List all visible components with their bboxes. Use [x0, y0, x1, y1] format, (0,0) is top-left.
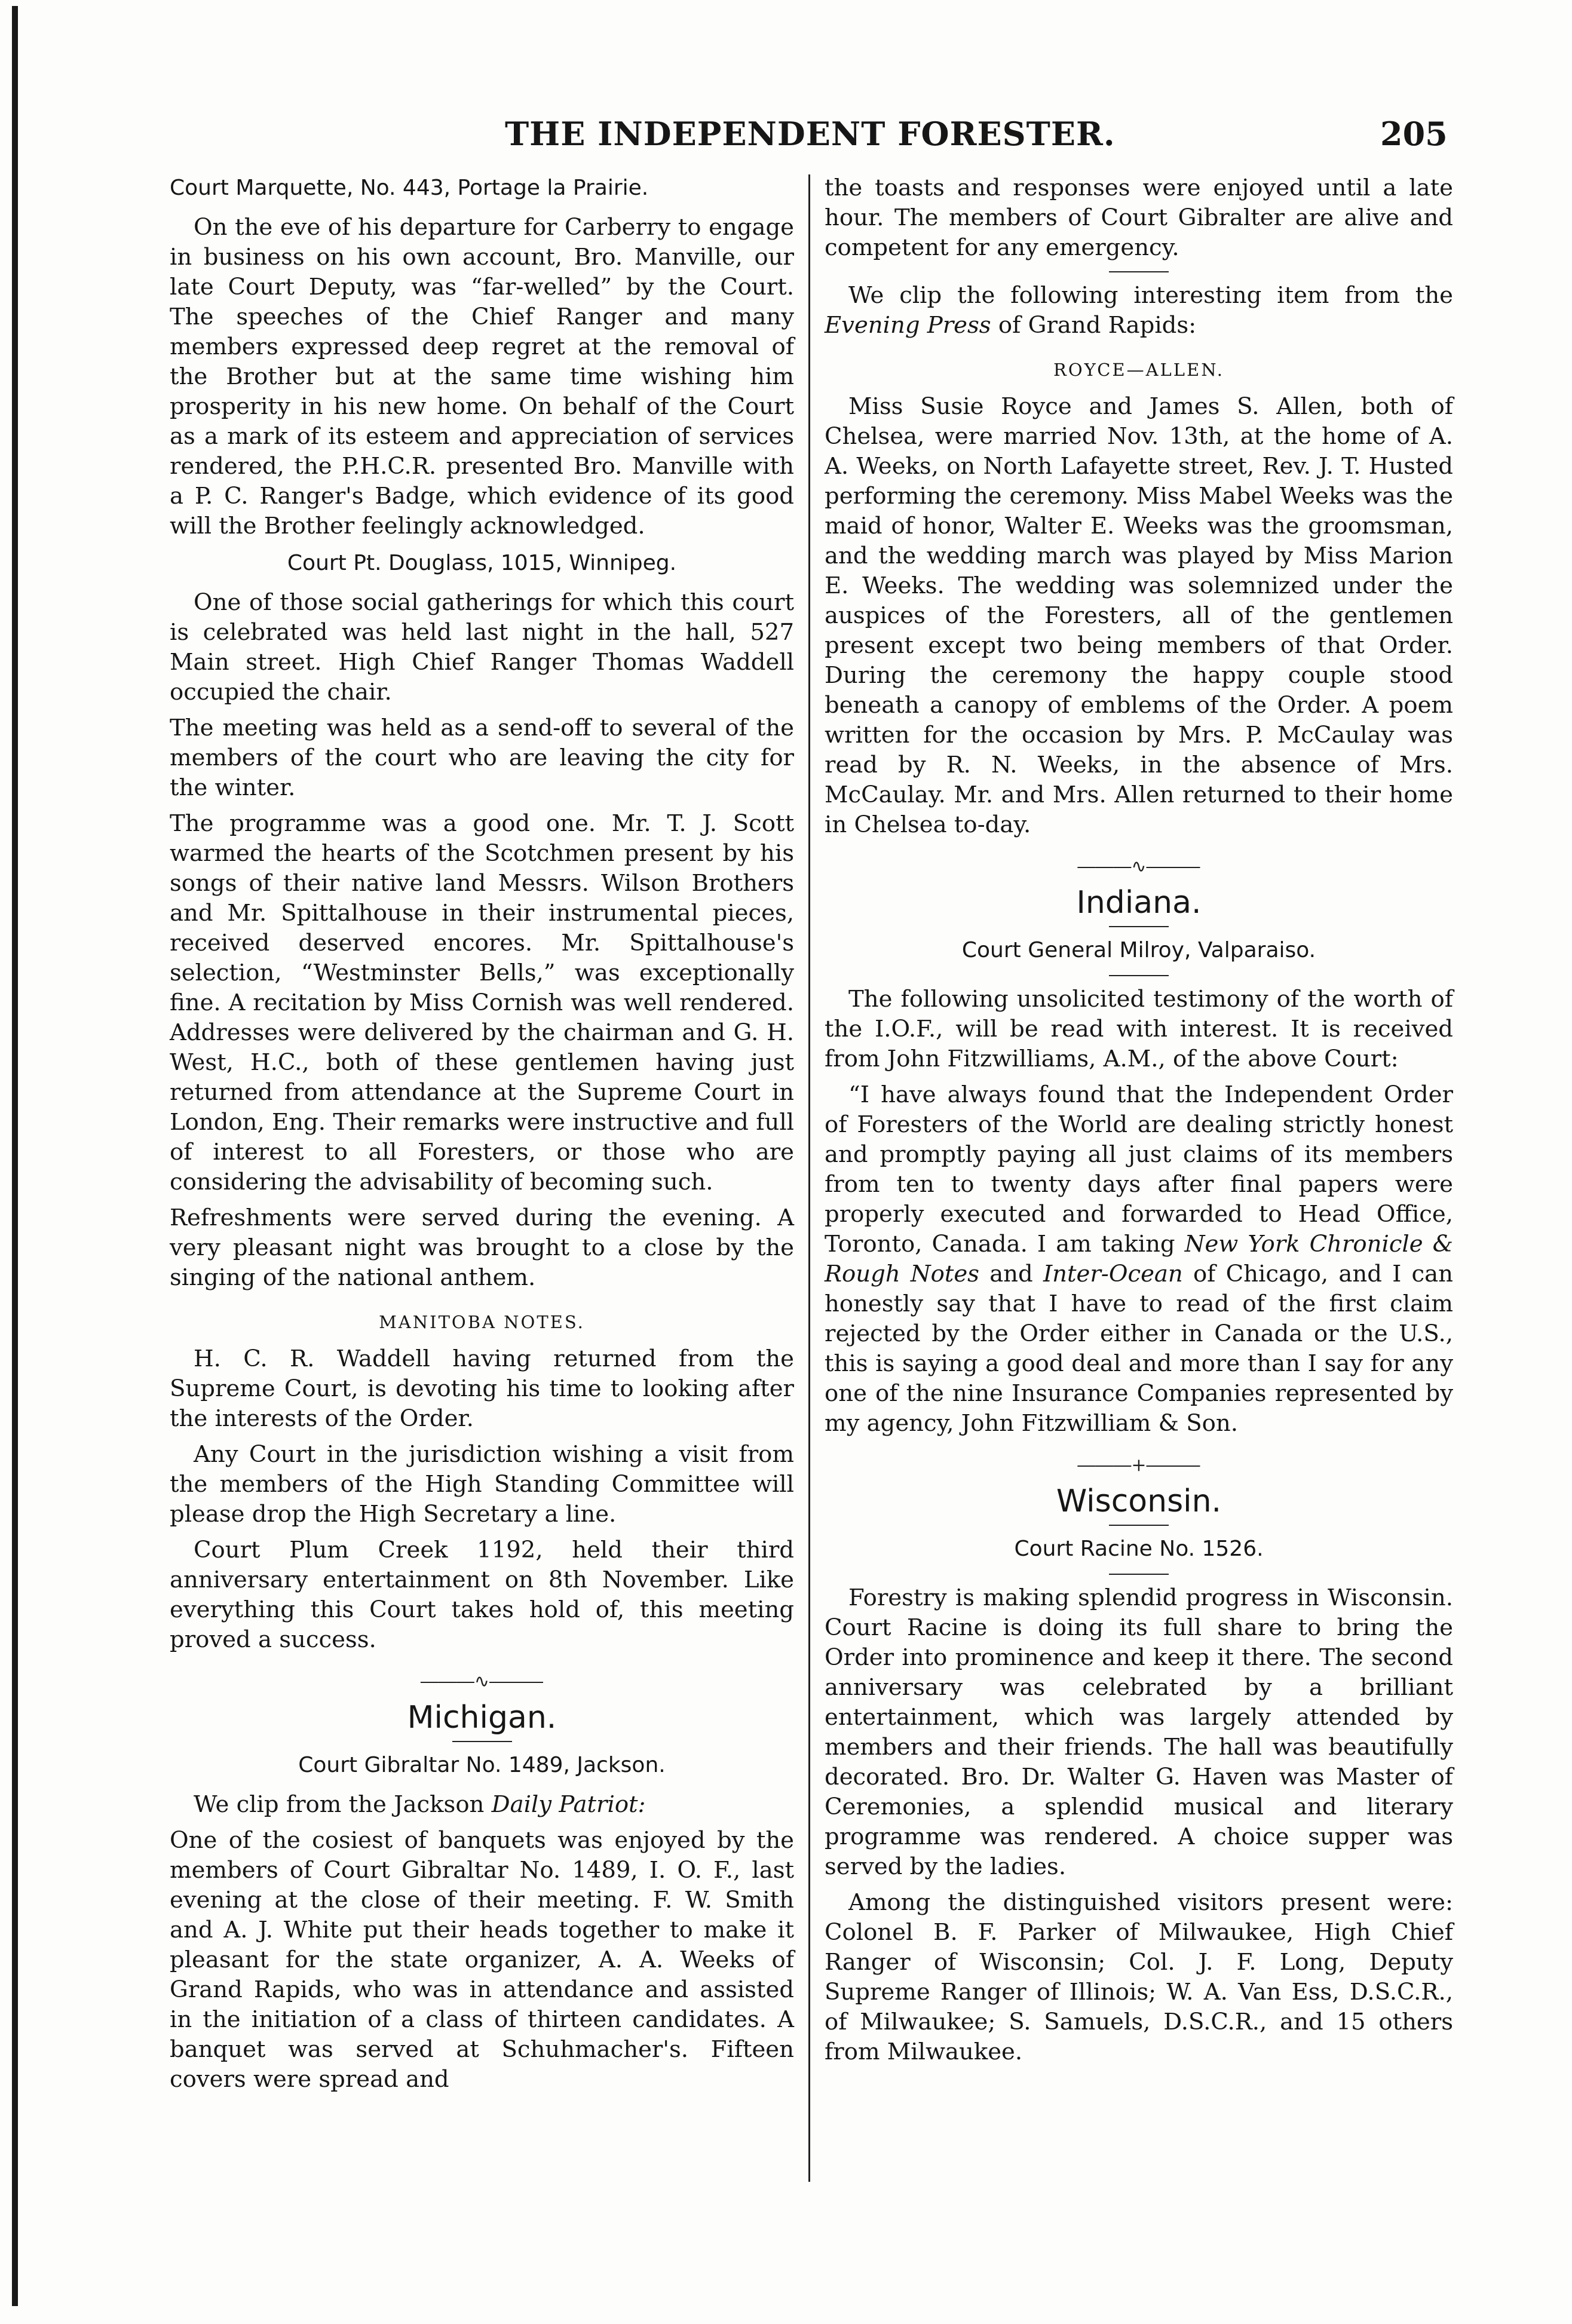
text-run: We clip the following interesting item from the — [848, 282, 1453, 309]
paragraph: Refreshments were served during the evening. A very pleasant night was brought to a close by the singing of the national anthem. — [170, 1204, 794, 1291]
paragraph: Court Plum Creek 1192, held their third anniversary entertainment on 8th November. Like everything this Court takes hold of, this meeting proved a success. — [170, 1537, 794, 1653]
text-run: of Grand Rapids: — [998, 312, 1197, 339]
divider-rule — [1109, 1525, 1169, 1526]
paragraph — [825, 1080, 1453, 1439]
paragraph: H. C. R. Waddell having returned from the Supreme Court, is devoting his time to looking after the interests of the Order. — [170, 1345, 794, 1432]
paragraph — [170, 1790, 794, 1820]
page-number: 205 — [1380, 115, 1448, 153]
section-ornament: ―――∿――― — [1077, 856, 1200, 877]
notes-heading: MANITOBA NOTES. — [379, 1312, 585, 1332]
paragraph: Forestry is making splendid progress in Wisconsin. Court Racine is doing its full share to bring the Order into prominence and keep it there. The second anniversary was celebrated by a brilliant entertainment, which was largely attended by members and their friends. The hall was beautifully decorated. Bro. Dr. Walter G. Haven was Master of Ceremonies, a splendid musical and literary programme was rendered. A choice supper was served by the ladies. — [825, 1584, 1453, 1880]
publication-name: New York Chronicle & Rough Notes — [825, 1231, 1454, 1287]
section-heading: Court General Milroy, Valparaiso. — [961, 938, 1316, 962]
text-run: and — [989, 1261, 1033, 1287]
text-run: “I have always found that the Independent Order of Foresters of the World are dealing strictly honest and promptly paying all just claims of its members from ten to twenty days after final papers were properly executed and forwarded to Head Office, Toronto, Canada. I am taking — [825, 1081, 1453, 1258]
text-run: We clip from the Jackson — [194, 1791, 485, 1818]
section-heading: Court Racine No. 1526. — [1014, 1537, 1264, 1561]
divider-rule — [1109, 926, 1169, 927]
state-heading-wisconsin: Wisconsin. — [1056, 1483, 1222, 1519]
section-ornament: ―――∿――― — [420, 1671, 544, 1692]
paragraph: The meeting was held as a send-off to several of the members of the court who are leaving the city for the winter. — [170, 715, 794, 801]
paragraph: Miss Susie Royce and James S. Allen, both of Chelsea, were married Nov. 13th, at the home of A. A. Weeks, on North Lafayette street, Rev. J. T. Husted performing the ceremony. Miss Mabel Weeks was the maid of honor, Walter E. Weeks was the groomsman, and the wedding march was played by Miss Marion E. Weeks. The wedding was solemnized under the auspices of the Foresters, all of the gentlemen present except two being members of that Order. During the ceremony the happy couple stood beneath a canopy of emblems of the Order. A poem written for the occasion by Mrs. P. McCaulay was read by R. N. Weeks, in the absence of Mrs. McCaulay. Mr. and Mrs. Allen returned to their home in Chelsea to-day. — [825, 393, 1453, 838]
paragraph: On the eve of his departure for Carberry to engage in business on his own account, Bro. Manville, our late Court Deputy, was “far-welled” by the Court. The speeches of the Chief Ranger and many members expressed deep regret at the removal of the Brother but at the same time wishing him prosperity in his new home. On behalf of the Court as a mark of its esteem and appreciation of services rendered, the P.H.C.R. presented Bro. Manville with a P. C. Ranger's Badge, which evidence of its good will the Brother feelingly acknowledged. — [170, 214, 794, 539]
publication-name: Daily Patriot: — [491, 1791, 646, 1818]
binding-edge-line — [12, 6, 18, 2306]
paragraph: The following unsolicited testimony of the worth of the I.O.F., will be read with interest. It is received from John Fitzwilliams, A.M., of the above Court: — [825, 986, 1453, 1072]
notice-heading: ROYCE—ALLEN. — [1053, 360, 1224, 380]
section-ornament: ―――+――― — [1077, 1455, 1200, 1476]
paragraph: One of those social gatherings for which this court is celebrated was held last night in the hall, 527 Main street. High Chief Ranger Thomas Waddell occupied the chair. — [170, 589, 794, 706]
section-heading: Court Pt. Douglass, 1015, Winnipeg. — [287, 551, 677, 575]
state-heading-indiana: Indiana. — [1076, 885, 1202, 921]
divider-rule — [452, 1741, 512, 1742]
column-divider — [808, 174, 810, 2182]
paragraph: Among the distinguished visitors present were: Colonel B. F. Parker of Milwaukee, High Chief Ranger of Wisconsin; Col. J. F. Long, Deputy Supreme Ranger of Illinois; W. A. Van Ess, D.S.C.R., of Milwaukee; S. Samuels, D.S.C.R., and 15 others from Milwaukee. — [825, 1889, 1453, 2065]
divider-rule — [1109, 975, 1169, 976]
publication-name: Evening Press — [825, 312, 991, 339]
paragraph: The programme was a good one. Mr. T. J. Scott warmed the hearts of the Scotchmen present by his songs of their native land Messrs. Wilson Brothers and Mr. Spittalhouse in their instrumental pieces, received deserved encores. Mr. Spittalhouse's selection, “Westminster Bells,” was exceptionally fine. A recitation by Miss Cornish was well rendered. Addresses were delivered by the chairman and G. H. West, H.C., both of these gentlemen having just returned from attendance at the Supreme Court in London, Eng. Their remarks were instructive and full of interest to all Foresters, or those who are considering the advisability of becoming such. — [170, 810, 794, 1195]
right-column — [825, 173, 1453, 2073]
text-run: of Chicago, and I can honestly say that I have to read of the first claim rejected by the Order either in Canada or the U.S., this is saying a good deal and more than I say for any one of the nine Insurance Companies represented by my agency, John Fitzwilliam & Son. — [825, 1261, 1453, 1437]
section-heading: Court Marquette, No. 443, Portage la Prairie. — [170, 176, 649, 200]
state-heading-michigan: Michigan. — [407, 1700, 557, 1736]
section-heading: Court Gibraltar No. 1489, Jackson. — [298, 1753, 666, 1777]
paragraph: the toasts and responses were enjoyed until a late hour. The members of Court Gibralter are alive and competent for any emergency. — [825, 174, 1453, 261]
paragraph — [825, 281, 1453, 341]
publication-name: Inter-Ocean — [1043, 1261, 1183, 1287]
divider-rule — [1109, 1574, 1169, 1575]
running-header-title: THE INDEPENDENT FORESTER. — [505, 115, 1116, 153]
left-column — [170, 173, 794, 2101]
paragraph: Any Court in the jurisdiction wishing a visit from the members of the High Standing Committee will please drop the High Secretary a line. — [170, 1441, 794, 1528]
divider-rule — [1109, 271, 1169, 272]
paragraph: One of the cosiest of banquets was enjoyed by the members of Court Gibraltar No. 1489, I. O. F., last evening at the close of their meeting. F. W. Smith and A. J. White put their heads together to make it pleasant for the state organizer, A. A. Weeks of Grand Rapids, who was in attendance and assisted in the initiation of a class of thirteen candidates. A banquet was served at Schuhmacher's. Fifteen covers were spread and — [170, 1827, 794, 2093]
